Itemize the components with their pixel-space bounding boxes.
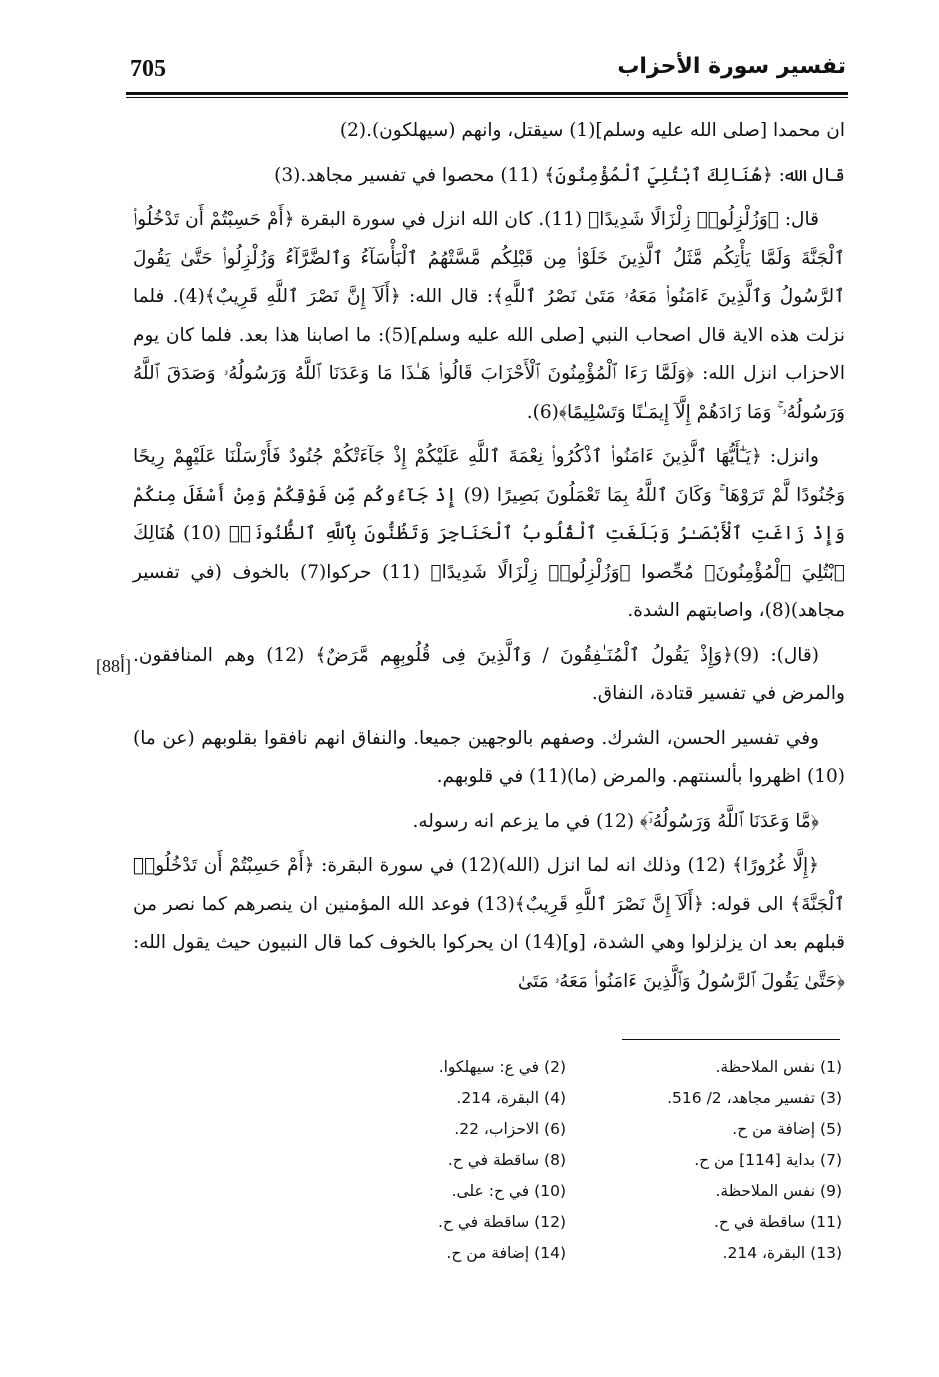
- footnote-item: (4) البقرة، 214.: [456, 1089, 566, 1107]
- footnote-item: (9) نفس الملاحظة.: [715, 1182, 842, 1200]
- footnote-item: (5) إضافة من ح.: [732, 1120, 842, 1138]
- page-header: [130, 48, 846, 94]
- footnote-item: (1) نفس الملاحظة.: [715, 1058, 842, 1076]
- footnote-item: (10) في ح: على.: [451, 1182, 566, 1200]
- footnote-item: (6) الاحزاب، 22.: [454, 1120, 566, 1138]
- paragraph-8: ﴿إِلَّا غُرُورًا﴾ (12) وذلك انه لما انزل (الله)(12) في سورة البقرة: ﴿أَمْ حَسِبْتُمْ أَن تَدْخُلُوا۟ ٱلْجَنَّةَ﴾ الى قوله: ﴿أَلَآ إِنَّ نَصْرَ ٱللَّهِ قَرِيبٌ﴾(13) فوعد الله المؤمنين ان ينصرهم كما نصر من قبلهم بعد ان يزلزلوا وهي الشدة، [و](14) ان يحركوا بالخوف كما قال النبيون حيث يقول الله: ﴿حَتَّىٰ يَقُولَ ٱلرَّسُولُ وَٱلَّذِينَ ءَامَنُوا۟ مَعَهُۥ مَتَىٰ: [133, 855, 845, 992]
- main-text: [133, 112, 845, 1007]
- paragraph-2: قال الله: ﴿هُنَالِكَ ٱبْتُلِيَ ٱلْمُؤْمِنُونَ﴾ (11) محصوا في تفسير مجاهد.(3): [274, 164, 845, 186]
- paragraph-1: ان محمدا [صلى الله عليه وسلم](1) سيقتل، وانهم (سيهلكون).(2): [339, 120, 845, 141]
- footnote-item: (14) إضافة من ح.: [446, 1244, 566, 1262]
- paragraph-4: وانزل: ﴿يَـٰٓأَيُّهَا ٱلَّذِينَ ءَامَنُوا۟ ٱذْكُرُوا۟ نِعْمَةَ ٱللَّهِ عَلَيْكُمْ إِذْ جَآءَتْكُمْ جُنُودٌ فَأَرْسَلْنَا عَلَيْهِمْ رِيحًا وَجُنُودًا لَّمْ تَرَوْهَا ۚ وَكَانَ ٱللَّهُ بِمَا تَعْمَلُونَ بَصِيرًا (9) إِذْ جَآءُوكُم مِّن فَوْقِكُمْ وَمِنْ أَسْفَلَ مِنكُمْ وَإِذْ زَاغَتِ ٱلْأَبْصَـٰرُ وَبَلَغَتِ ٱلْقُلُوبُ ٱلْحَنَاجِرَ وَتَظُنُّونَ بِٱللَّهِ ٱلظُّنُونَا۠ (10) هُنَالِكَ ٱبْتُلِيَ ٱلْمُؤْمِنُونَ﴾ مُحِّصوا ﴿وَزُلْزِلُوا۟ زِلْزَالًا شَدِيدًا﴾ (11) حركوا(7) بالخوف (في تفسير مجاهد)(8)، واصابتهم الشدة.: [133, 446, 846, 621]
- paragraph-6: وفي تفسير الحسن، الشرك. وصفهم بالوجهين جميعا. والنفاق انهم نافقوا بقلوبهم (عن ما)(10) اظهروا بألسنتهم. والمرض (ما)(11) في قلوبهم.: [133, 727, 845, 787]
- manuscript-margin-reference: [88أ]: [96, 656, 132, 676]
- paragraph-5: (قال): (9)﴿وَإِذْ يَقُولُ ٱلْمُنَـٰفِقُونَ / وَٱلَّذِينَ فِى قُلُوبِهِم مَّرَضٌ﴾ (12) وهم المنافقون. والمرض في تفسير قتادة، النفاق.: [133, 644, 845, 704]
- footnotes: [290, 1054, 842, 1267]
- footnote-item: (7) بداية [114] من ح.: [694, 1151, 842, 1169]
- paragraph-3: قال: ﴿وَزُلْزِلُوا۟ زِلْزَالًا شَدِيدًا﴾ (11). كان الله انزل في سورة البقرة ﴿أَمْ حَسِبْتُمْ أَن تَدْخُلُوا۟ ٱلْجَنَّةَ وَلَمَّا يَأْتِكُم مَّثَلُ ٱلَّذِينَ خَلَوْا۟ مِن قَبْلِكُم مَّسَّتْهُمُ ٱلْبَأْسَآءُ وَٱلضَّرَّآءُ وَزُلْزِلُوا۟ حَتَّىٰ يَقُولَ ٱلرَّسُولُ وَٱلَّذِينَ ءَامَنُوا۟ مَعَهُۥ مَتَىٰ نَصْرُ ٱللَّهِ﴾: قال الله: ﴿أَلَآ إِنَّ نَصْرَ ٱللَّهِ قَرِيبٌ﴾(4). فلما نزلت هذه الاية قال اصحاب النبي [صلى الله عليه وسلم](5): ما اصابنا هذا بعد. فلما كان يوم الاحزاب انزل الله: ﴿وَلَمَّا رَءَا ٱلْمُؤْمِنُونَ ٱلْأَحْزَابَ قَالُوا۟ هَـٰذَا مَا وَعَدَنَا ٱللَّهُ وَرَسُولُهُۥ وَصَدَقَ ٱللَّهُ وَرَسُولُهُۥ ۚ وَمَا زَادَهُمْ إِلَّآ إِيمَـٰنًا وَتَسْلِيمًا﴾(6).: [133, 209, 845, 423]
- footnote-item: (12) ساقطة في ح.: [437, 1213, 566, 1231]
- footnote-item: (3) تفسير مجاهد، 2/ 516.: [667, 1089, 842, 1107]
- footnote-item: (13) البقرة، 214.: [722, 1244, 842, 1262]
- running-title: تفسير سورة الأحزاب: [617, 54, 846, 79]
- page-number: 705: [130, 56, 166, 82]
- footnote-item: (8) ساقطة في ح.: [447, 1151, 566, 1169]
- footnote-item: (2) في ع: سيهلكوا.: [438, 1058, 566, 1076]
- paragraph-7: ﴿مَّا وَعَدَنَا ٱللَّهُ وَرَسُولُهُۥٓ﴾ (12) في ما يزعم انه رسوله.: [412, 810, 819, 832]
- footnote-separator: [622, 1039, 840, 1040]
- footnote-item: (11) ساقطة في ح.: [713, 1213, 842, 1231]
- header-rule: [126, 92, 848, 98]
